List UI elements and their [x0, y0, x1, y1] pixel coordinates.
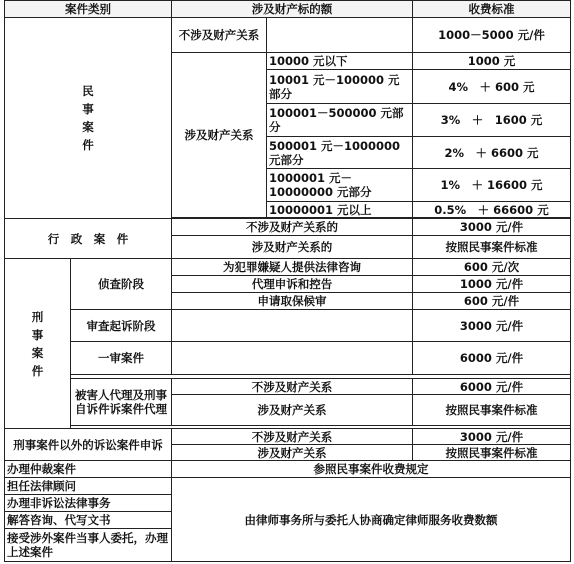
- appeal-desc: 不涉及财产关系: [172, 429, 413, 445]
- arbitration-label: 办理仲裁案件: [5, 461, 172, 478]
- admin-fee: 按照民事案件标准: [413, 236, 571, 259]
- criminal-investigation-desc: 申请取保候审: [172, 293, 413, 310]
- criminal-prosecution-fee: 3000 元/件: [413, 310, 571, 342]
- other-service-label: 接受涉外案件当事人委托，办理上述案件: [5, 529, 172, 562]
- appeal-category: 刑事案件以外的诉讼案件申诉: [5, 429, 172, 461]
- criminal-victim-label: 被害人代理及刑事自诉件诉案件代理: [71, 379, 172, 426]
- civil-tier-fee: 2% ＋ 6600 元: [413, 137, 571, 169]
- other-service-label: 担任法律顾问: [5, 478, 172, 495]
- header-amount: 涉及财产标的额: [172, 1, 413, 18]
- admin-desc: 涉及财产关系的: [172, 236, 413, 259]
- admin-row: [5, 219, 571, 236]
- legal-fee-table: [4, 0, 571, 562]
- other-service-label: 解答咨询、代写文书: [5, 512, 172, 529]
- arbitration-row: [5, 461, 571, 478]
- criminal-investigation-desc: 代理申诉和控告: [172, 276, 413, 293]
- negotiated-fee: 由律师事务所与委托人协商确定律师服务收费数额: [172, 478, 571, 562]
- criminal-prosecution-label: 审查起诉阶段: [71, 310, 172, 342]
- header-fee: 收费标准: [413, 1, 571, 18]
- civil-tier-fee: 0.5% ＋ 66600 元: [413, 202, 571, 218]
- criminal-first-instance-blank: [172, 342, 413, 375]
- civil-tier-fee: 3% ＋ 1600 元: [413, 104, 571, 137]
- appeal-row: [5, 429, 571, 445]
- admin-fee: 3000 元/件: [413, 219, 571, 236]
- arbitration-fee: 参照民事案件收费规定: [172, 461, 571, 478]
- other-service-label: 办理非诉讼法律事务: [5, 495, 172, 512]
- header-row: [5, 1, 571, 18]
- civil-tier-range: 10000001 元以上: [267, 202, 413, 218]
- criminal-victim-row: [5, 379, 571, 395]
- criminal-victim-fee: 6000 元/件: [413, 379, 571, 395]
- civil-non-property-row: [5, 18, 571, 53]
- civil-tier-range: 10000 元以下: [267, 53, 413, 70]
- civil-category: 民事案件: [5, 18, 172, 219]
- criminal-first-instance-label: 一审案件: [71, 342, 172, 375]
- appeal-fee: 3000 元/件: [413, 429, 571, 445]
- criminal-investigation-row: [5, 259, 571, 276]
- criminal-investigation-fee: 600 元/件: [413, 293, 571, 310]
- civil-property-label: 涉及财产关系: [172, 53, 267, 218]
- civil-tier-range: 500001 元－1000000 元部分: [267, 137, 413, 169]
- civil-non-property-label: 不涉及财产关系: [172, 18, 267, 53]
- civil-tier-range: 1000001 元－10000000 元部分: [267, 169, 413, 202]
- other-service-row: [5, 478, 571, 495]
- civil-tier-fee: 1000 元: [413, 53, 571, 70]
- criminal-investigation-fee: 600 元/次: [413, 259, 571, 276]
- criminal-investigation-desc: 为犯罪嫌疑人提供法律咨询: [172, 259, 413, 276]
- criminal-investigation-fee: 1000 元/件: [413, 276, 571, 293]
- header-case-type: 案件类别: [5, 1, 172, 18]
- criminal-first-instance-row: [5, 342, 571, 375]
- appeal-fee: 按照民事案件标准: [413, 445, 571, 461]
- civil-non-property-blank: [267, 18, 413, 53]
- admin-category: 行 政 案 件: [5, 219, 172, 259]
- criminal-prosecution-blank: [172, 310, 413, 342]
- appeal-desc: 涉及财产关系: [172, 445, 413, 461]
- criminal-victim-fee: 按照民事案件标准: [413, 395, 571, 426]
- civil-tier-fee: 1% ＋ 16600 元: [413, 169, 571, 202]
- civil-tier-range: 10001 元－100000 元部分: [267, 70, 413, 104]
- civil-non-property-fee: 1000－5000 元/件: [413, 18, 571, 53]
- civil-tier-range: 100001－500000 元部分: [267, 104, 413, 137]
- criminal-prosecution-row: [5, 310, 571, 342]
- criminal-first-instance-fee: 6000 元/件: [413, 342, 571, 375]
- criminal-victim-desc: 不涉及财产关系: [172, 379, 413, 395]
- criminal-victim-desc: 涉及财产关系: [172, 395, 413, 426]
- civil-tier-fee: 4% ＋ 600 元: [413, 70, 571, 104]
- criminal-category: 刑事案件: [5, 259, 71, 429]
- criminal-investigation-label: 侦查阶段: [71, 259, 172, 310]
- admin-desc: 不涉及财产关系的: [172, 219, 413, 236]
